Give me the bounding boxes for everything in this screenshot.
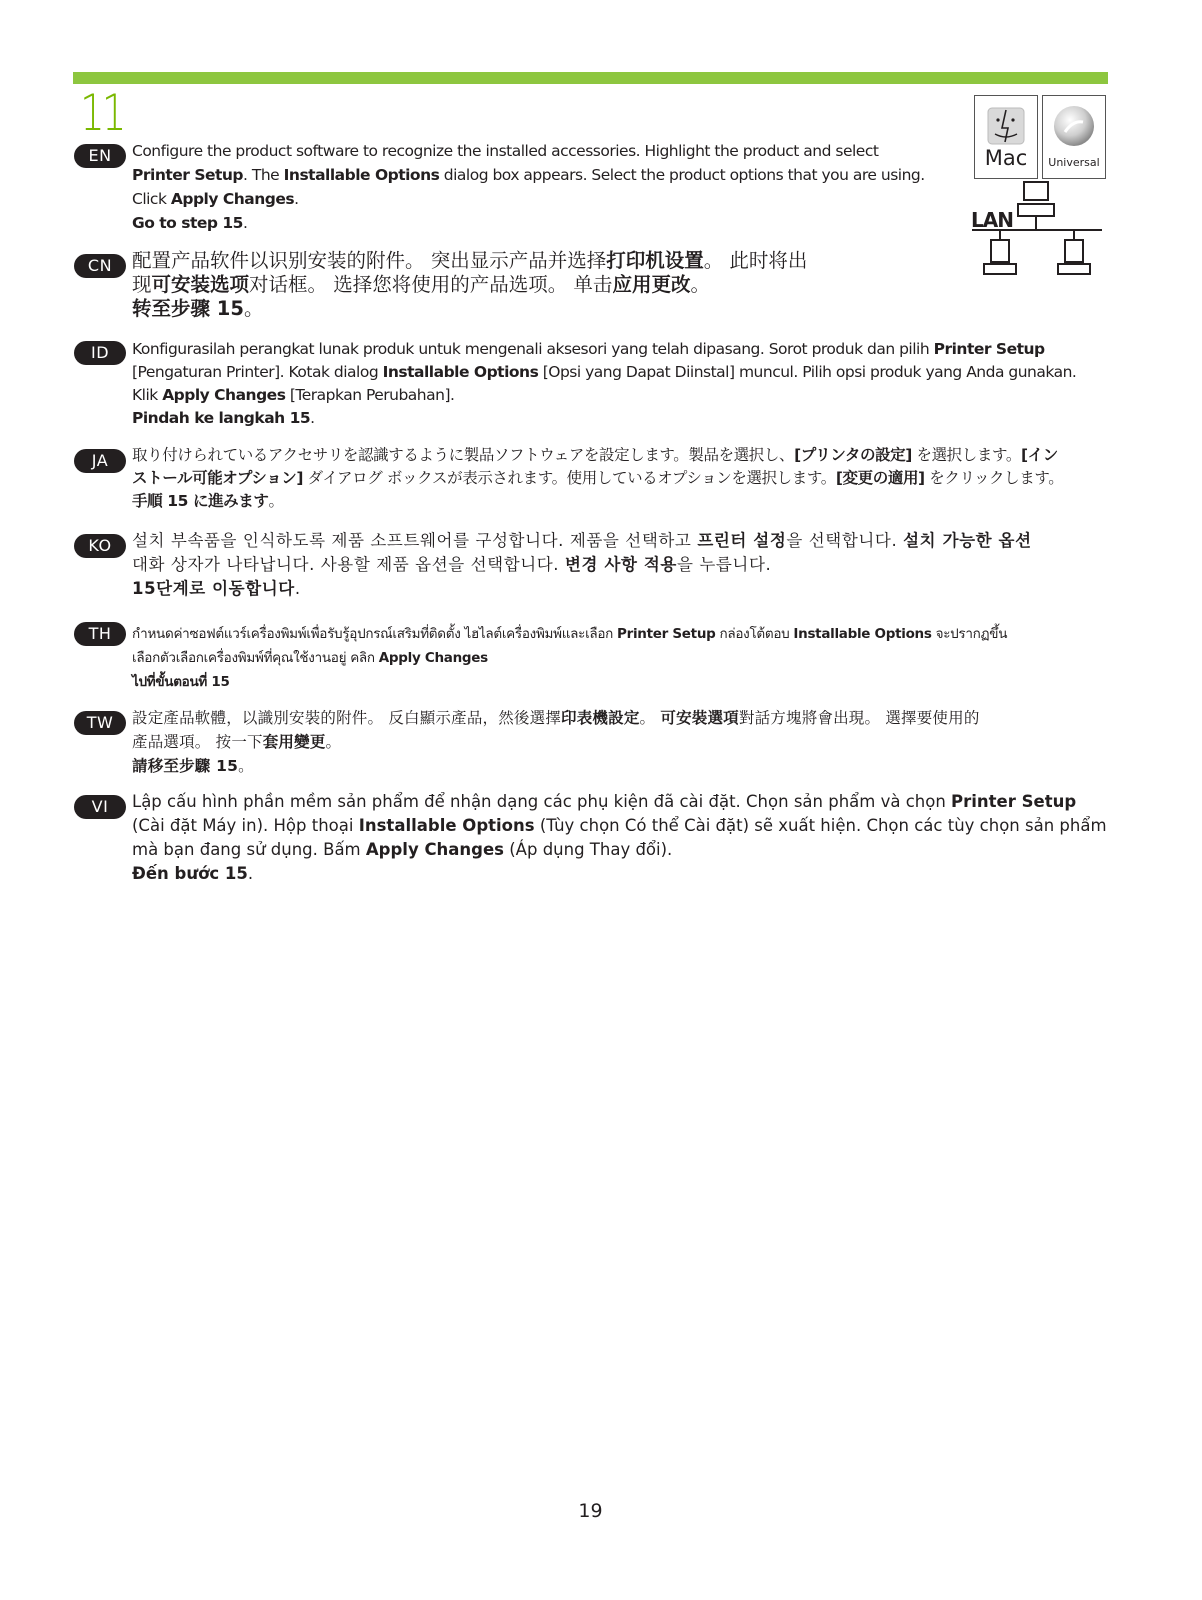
text-run: 现 [132, 273, 152, 296]
universal-platform-box [1042, 95, 1106, 179]
text-run: 對話方塊將會出現。 選擇要使用的 [738, 709, 980, 727]
text-run: [Terapkan Perubahan]. [285, 386, 455, 404]
lang-badge-id: ID [74, 341, 126, 365]
text-run: (Tùy chọn Có thể Cài đặt) sẽ xuất hiện. Chọn các tùy chọn sản phẩm [534, 816, 1107, 835]
text-run: (Cài đặt Máy in). Hộp thoại [132, 816, 359, 835]
lan-diagram [970, 180, 1110, 280]
instruction-line [132, 838, 1107, 862]
mac-label: Mac [984, 146, 1028, 170]
bold-term: Installable Options [382, 363, 539, 381]
text-run: 。 [268, 492, 284, 510]
text-run: 。 [639, 709, 661, 727]
bold-term: 手順 15 に進みます [132, 492, 269, 510]
bold-term: Installable Options [358, 816, 535, 835]
text-run: 。 [690, 273, 710, 296]
text-run: [Opsi yang Dapat Diinstal] muncul. Pilih opsi produk yang Anda gunakan. [538, 363, 1077, 381]
text-run: เลือกตัวเลือกเครื่องพิมพ์ที่คุณใช้งานอยู่ คลิก [132, 650, 379, 666]
instruction-text-vi [132, 790, 1107, 886]
bold-term: 변경 사항 적용 [565, 555, 677, 574]
text-run: (Áp dụng Thay đổi). [504, 840, 673, 859]
instruction-line [132, 754, 980, 778]
text-run: . [294, 190, 299, 208]
bold-term: Apply Changes [170, 190, 295, 208]
instruction-text-ja [132, 444, 1063, 513]
bold-term: 설치 가능한 옵션 [903, 531, 1032, 550]
bold-term: Printer Setup [933, 340, 1045, 358]
text-run: 。 [238, 757, 254, 775]
text-run: 설치 부속품을 인식하도록 제품 소프트웨어를 구성합니다. 제품을 선택하고 [132, 531, 698, 550]
mac-platform-box [974, 95, 1038, 179]
text-run: ダイアログ ボックスが表示されます。使用しているオプションを選択します。 [303, 469, 836, 487]
instruction-line [132, 622, 1007, 646]
bold-term: ไปที่ขั้นตอนที่ 15 [132, 674, 230, 690]
lang-badge-ko: KO [74, 534, 126, 558]
text-run: Click [132, 190, 171, 208]
bold-term: Go to step 15 [132, 214, 243, 232]
text-run: . [294, 579, 301, 598]
text-run: 对话框。 选择您将使用的产品选项。 单击 [249, 273, 613, 296]
text-run: [Pengaturan Printer]. Kotak dialog [132, 363, 383, 381]
instruction-line [132, 444, 1063, 467]
bold-term: Printer Setup [617, 626, 716, 642]
bold-term: 应用更改 [612, 273, 691, 296]
lan-label: LAN [971, 208, 1013, 232]
bold-term: Apply Changes [162, 386, 286, 404]
instruction-text-th [132, 622, 1007, 694]
bold-term: 프린터 설정 [697, 531, 787, 550]
bold-term: 转至步骤 15 [132, 297, 244, 320]
instruction-line [132, 297, 807, 321]
text-run: 을 누릅니다. [676, 555, 772, 574]
lang-badge-th: TH [74, 622, 126, 646]
bold-term: Installable Options [793, 626, 932, 642]
header-accent-bar [73, 72, 1108, 84]
text-run: 。 此时将出 [703, 249, 808, 272]
instruction-text-id [132, 338, 1076, 430]
instruction-line [132, 529, 1032, 553]
bold-term: 打印机设置 [606, 249, 704, 272]
instruction-line [132, 249, 807, 273]
universal-icon [1043, 98, 1105, 150]
universal-label: Universal [1048, 156, 1100, 169]
instruction-line [132, 577, 1032, 601]
instruction-line [132, 163, 925, 187]
lang-badge-en: EN [74, 144, 126, 168]
instruction-text-en [132, 139, 925, 235]
text-run: Konfigurasilah perangkat lunak produk untuk mengenali aksesori yang telah dipasang. Sorot produk dan pilih [132, 340, 934, 358]
instruction-line [132, 407, 1076, 430]
bold-term: Pindah ke langkah 15 [132, 409, 311, 427]
step-number: 11 [80, 84, 124, 142]
instruction-line [132, 790, 1107, 814]
instruction-line [132, 338, 1076, 361]
text-run: 產品選項。 按一下 [132, 733, 263, 751]
instruction-text-cn [132, 249, 807, 321]
text-run: 設定產品軟體，以識別安裝的附件。 反白顯示產品，然後選擇 [132, 709, 562, 727]
bold-term: Printer Setup [132, 166, 244, 184]
text-run: จะปรากฏขึ้น [931, 626, 1008, 642]
instruction-line [132, 211, 925, 235]
text-run: . [247, 864, 254, 883]
instruction-line [132, 384, 1076, 407]
text-run: 取り付けられているアクセサリを認識するように製品ソフトウェアを設定します。製品を選択し、 [132, 446, 795, 464]
instruction-line [132, 187, 925, 211]
text-run: をクリックします。 [924, 469, 1064, 487]
instruction-line [132, 730, 980, 754]
instruction-line [132, 467, 1063, 490]
instruction-line [132, 490, 1063, 513]
mac-finder-icon [975, 98, 1037, 150]
instruction-text-ko [132, 529, 1032, 601]
bold-term: [プリンタの設定] [794, 446, 912, 464]
instruction-line [132, 553, 1032, 577]
text-run: 을 선택합니다. [786, 531, 904, 550]
instruction-text-tw [132, 706, 980, 778]
text-run: Configure the product software to recognize the installed accessories. Highlight the product and select [132, 142, 879, 160]
instruction-line [132, 814, 1107, 838]
instruction-line [132, 273, 807, 297]
bold-term: 15단계로 이동합니다 [132, 579, 295, 598]
text-run: Klik [132, 386, 163, 404]
instruction-line [132, 139, 925, 163]
text-run: กล่องโต้ตอบ [715, 626, 794, 642]
page-number: 19 [578, 1500, 603, 1522]
text-run: กำหนดค่าซอฟต์แวร์เครื่องพิมพ์เพื่อรับรู้อุปกรณ์เสริมที่ติดตั้ง ไฮไลต์เครื่องพิมพ์และเลือก [132, 626, 618, 642]
bold-term: Printer Setup [951, 792, 1077, 811]
bold-term: Đến bước 15 [132, 864, 248, 883]
bold-term: 請移至步驟 15 [132, 757, 239, 775]
lang-badge-vi: VI [74, 795, 126, 819]
bold-term: 套用變更 [262, 733, 326, 751]
lang-badge-ja: JA [74, 449, 126, 473]
bold-term: 可安装选项 [151, 273, 250, 296]
bold-term: Apply Changes [378, 650, 488, 666]
text-run: dialog box appears. Select the product options that you are using. [439, 166, 925, 184]
text-run: 대화 상자가 나타납니다. 사용할 제품 옵션을 선택합니다. [132, 555, 566, 574]
text-run: を選択します。 [911, 446, 1021, 464]
text-run: . [310, 409, 315, 427]
bold-term: [変更の適用] [835, 469, 925, 487]
bold-term: Installable Options [283, 166, 440, 184]
bold-term: 可安裝選項 [660, 709, 739, 727]
text-run: 。 [243, 297, 264, 320]
instruction-line [132, 706, 980, 730]
text-run: . [242, 214, 248, 232]
bold-term: Apply Changes [365, 840, 504, 859]
bold-term: 印表機設定 [561, 709, 640, 727]
text-run: Lập cấu hình phần mềm sản phẩm để nhận dạng các phụ kiện đã cài đặt. Chọn sản phẩm và chọn [132, 792, 952, 811]
instruction-line [132, 670, 1007, 694]
bold-term: [イン [1020, 446, 1058, 464]
lang-badge-cn: CN [74, 254, 126, 278]
text-run: 配置产品软件以识别安装的附件。 突出显示产品并选择 [132, 249, 607, 272]
lang-badge-tw: TW [74, 711, 126, 735]
instruction-line [132, 646, 1007, 670]
instruction-line [132, 862, 1107, 886]
bold-term: ストール可能オプション] [132, 469, 304, 487]
text-run: . The [243, 166, 284, 184]
instruction-line [132, 361, 1076, 384]
text-run: 。 [325, 733, 342, 751]
text-run: mà bạn đang sử dụng. Bấm [132, 840, 366, 859]
